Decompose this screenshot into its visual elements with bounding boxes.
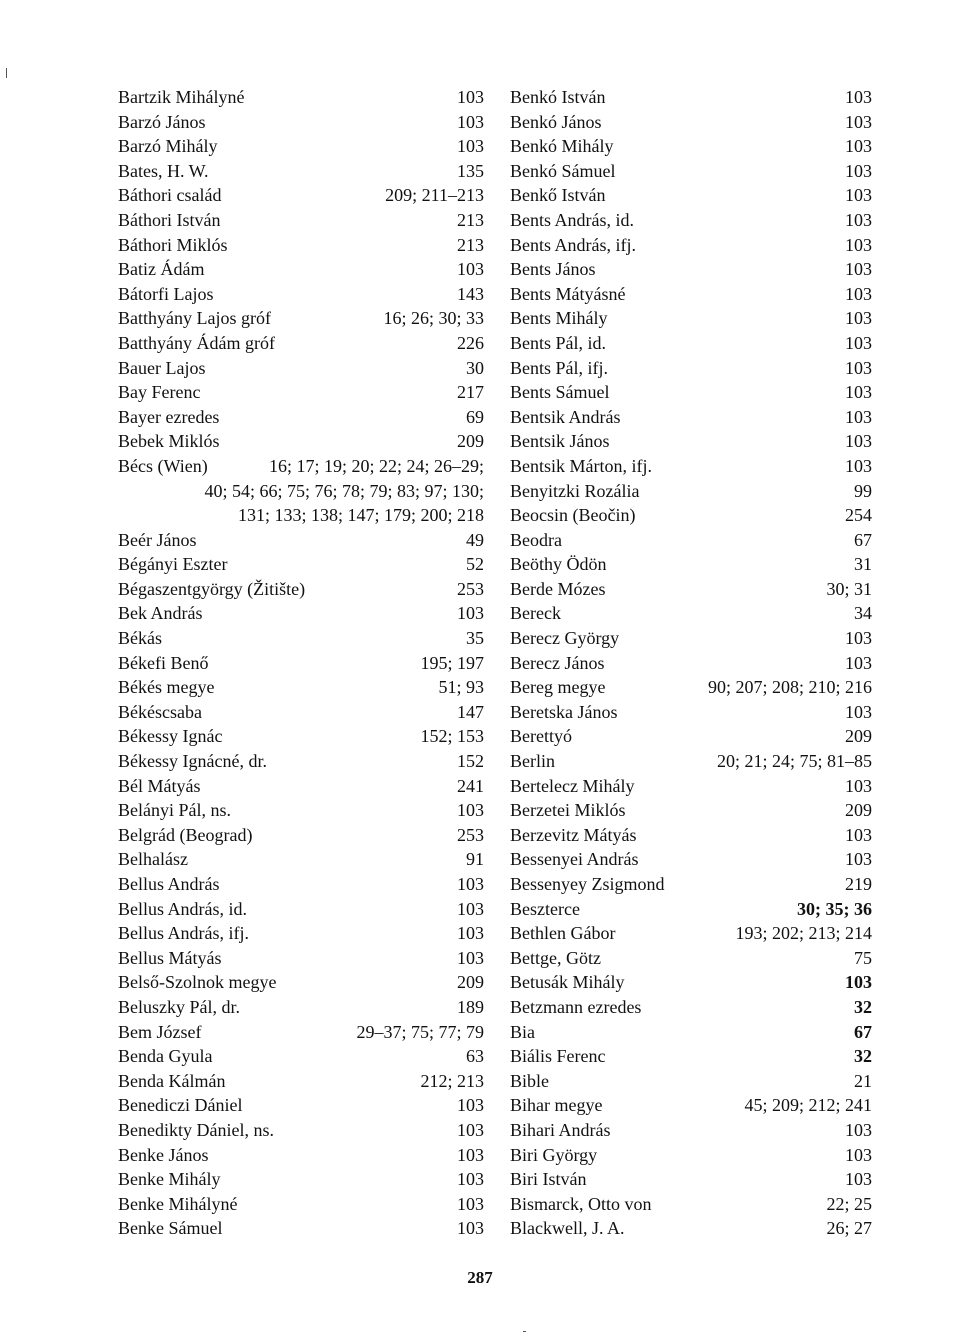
entry-name: Benkő István <box>510 185 606 206</box>
index-entry <box>118 1143 484 1168</box>
index-entry <box>118 872 484 897</box>
entry-name: Bismarck, Otto von <box>510 1193 652 1214</box>
index-entry <box>118 528 484 553</box>
entry-pages: 103 <box>845 382 872 403</box>
index-entry <box>118 1118 484 1143</box>
entry-name: Bents Sámuel <box>510 382 610 403</box>
entry-name: Báthori István <box>118 209 221 230</box>
entry-pages: 103 <box>457 259 484 280</box>
index-entry <box>118 356 484 381</box>
index-entry <box>510 306 872 331</box>
entry-name: Békéscsaba <box>118 701 202 722</box>
entry-pages: 103 <box>845 628 872 649</box>
entry-pages: 26; 27 <box>826 1218 872 1239</box>
scan-mark <box>6 68 7 78</box>
index-entry <box>118 823 484 848</box>
index-entry <box>118 454 484 479</box>
index-entry <box>510 1192 872 1217</box>
entry-pages: 103 <box>845 234 872 255</box>
entry-name: Berlin <box>510 751 555 772</box>
entry-pages: 103 <box>457 1193 484 1214</box>
entry-pages: 103 <box>457 136 484 157</box>
entry-name: Benke Sámuel <box>118 1218 223 1239</box>
entry-name: Bellus András <box>118 874 220 894</box>
entry-pages: 32 <box>854 996 872 1017</box>
index-entry <box>510 1020 872 1045</box>
entry-pages: 209 <box>457 972 484 993</box>
entry-name: Bentsik János <box>510 431 610 452</box>
index-entry <box>510 1167 872 1192</box>
entry-pages: 152 <box>457 751 484 772</box>
entry-name: Benedikty Dániel, ns. <box>118 1119 274 1140</box>
entry-pages: 209; 211–213 <box>385 185 484 206</box>
index-entry <box>118 1069 484 1094</box>
index-entry <box>118 626 484 651</box>
entry-pages: 103 <box>845 209 872 230</box>
index-entry <box>118 601 484 626</box>
index-entry <box>510 921 872 946</box>
entry-pages: 52 <box>466 554 484 575</box>
entry-name: Bates, H. W. <box>118 160 209 181</box>
entry-name: Belgrád (Beograd) <box>118 824 253 845</box>
entry-pages: 131; 133; 138; 147; 179; 200; 218 <box>237 505 484 526</box>
index-entry <box>510 183 872 208</box>
index-entry <box>510 1216 872 1241</box>
entry-pages: 103 <box>845 431 872 452</box>
entry-name: Bellus András, id. <box>118 898 247 919</box>
entry-pages: 241 <box>457 775 484 796</box>
entry-pages: 152; 153 <box>420 726 484 747</box>
entry-pages: 103 <box>457 874 484 894</box>
entry-name: Benda Kálmán <box>118 1070 226 1091</box>
entry-name: Bents Mátyásné <box>510 283 626 304</box>
index-entry <box>510 774 872 799</box>
entry-name: Benke János <box>118 1144 209 1165</box>
entry-pages: 67 <box>854 529 872 550</box>
index-entry <box>510 577 872 602</box>
entry-pages: 16; 17; 19; 20; 22; 24; 26–29; <box>268 455 484 476</box>
index-entry <box>118 429 484 454</box>
entry-name: Bents János <box>510 259 596 280</box>
entry-pages: 253 <box>457 578 484 599</box>
entry-name: Bayer ezredes <box>118 406 220 427</box>
entry-name: Bek András <box>118 603 203 624</box>
entry-name: Bents Mihály <box>510 308 608 329</box>
entry-pages: 103 <box>845 1144 872 1165</box>
entry-pages: 90; 207; 208; 210; 216 <box>707 677 872 698</box>
entry-pages: 103 <box>457 1144 484 1165</box>
entry-pages: 30; 35; 36 <box>797 898 872 919</box>
entry-pages: 67 <box>854 1021 872 1042</box>
index-entry <box>510 601 872 626</box>
entry-pages: 69 <box>466 406 484 427</box>
entry-pages: 40; 54; 66; 75; 76; 78; 79; 83; 97; 130; <box>204 480 484 501</box>
entry-pages: 103 <box>845 111 872 132</box>
index-entry <box>510 159 872 184</box>
entry-name: Bereck <box>510 603 561 624</box>
entry-pages: 63 <box>466 1046 484 1067</box>
index-entry <box>118 85 484 110</box>
index-entry <box>118 946 484 971</box>
entry-pages: 103 <box>457 923 484 944</box>
entry-pages: 21 <box>854 1070 872 1091</box>
index-entry <box>510 651 872 676</box>
index-entry <box>510 970 872 995</box>
entry-pages: 20; 21; 24; 75; 81–85 <box>716 751 872 772</box>
entry-name: Benyitzki Rozália <box>510 480 640 501</box>
entry-pages: 147 <box>457 701 484 722</box>
entry-pages: 212; 213 <box>420 1070 484 1091</box>
index-entry <box>118 724 484 749</box>
index-entry <box>118 110 484 135</box>
entry-name: Bereg megye <box>510 677 606 698</box>
entry-name: Beluszky Pál, dr. <box>118 996 240 1017</box>
entry-name: Bátorfi Lajos <box>118 283 214 304</box>
index-entry <box>510 823 872 848</box>
index-entry <box>118 700 484 725</box>
index-entry <box>510 675 872 700</box>
index-entry <box>118 503 484 528</box>
index-entry <box>118 921 484 946</box>
index-entry <box>118 675 484 700</box>
entry-pages: 99 <box>854 480 872 501</box>
entry-pages: 91 <box>466 849 484 870</box>
index-entry <box>510 454 872 479</box>
index-entry <box>510 749 872 774</box>
entry-pages: 103 <box>845 701 872 722</box>
entry-pages: 213 <box>457 209 484 230</box>
index-entry <box>118 405 484 430</box>
index-entry <box>118 208 484 233</box>
entry-name: Berzevitz Mátyás <box>510 824 637 845</box>
index-entry <box>510 208 872 233</box>
entry-name: Bentsik Márton, ifj. <box>510 455 652 476</box>
entry-pages: 103 <box>457 87 484 107</box>
index-entry <box>510 233 872 258</box>
entry-pages: 103 <box>457 800 484 821</box>
index-entry <box>118 282 484 307</box>
entry-pages: 103 <box>457 947 484 968</box>
entry-pages: 135 <box>457 160 484 181</box>
entry-name: Báthori család <box>118 185 222 206</box>
entry-name: Berzetei Miklós <box>510 800 626 821</box>
entry-pages: 103 <box>845 283 872 304</box>
entry-name: Bem József <box>118 1021 202 1042</box>
index-entry <box>118 1216 484 1241</box>
entry-pages: 103 <box>845 455 872 476</box>
index-entry <box>118 651 484 676</box>
entry-name: Beszterce <box>510 898 580 919</box>
index-entry <box>510 552 872 577</box>
entry-name: Békessy Ignác <box>118 726 223 747</box>
entry-name: Bellus András, ifj. <box>118 923 249 944</box>
entry-pages: 32 <box>854 1046 872 1067</box>
entry-name: Bents András, id. <box>510 209 634 230</box>
entry-name: Bél Mátyás <box>118 775 201 796</box>
entry-pages: 75 <box>854 947 872 968</box>
index-entry <box>510 380 872 405</box>
index-entry <box>510 872 872 897</box>
entry-pages: 49 <box>466 529 484 550</box>
entry-name: Berecz György <box>510 628 620 649</box>
entry-name: Berecz János <box>510 652 605 673</box>
index-entry <box>510 503 872 528</box>
entry-pages: 209 <box>845 800 872 821</box>
entry-name: Bia <box>510 1021 535 1042</box>
index-entry <box>510 134 872 159</box>
entry-pages: 103 <box>845 185 872 206</box>
index-entry <box>118 479 484 504</box>
entry-pages: 103 <box>845 824 872 845</box>
entry-pages: 103 <box>845 136 872 157</box>
entry-pages: 103 <box>845 160 872 181</box>
entry-pages: 193; 202; 213; 214 <box>735 923 872 944</box>
entry-name: Belhalász <box>118 849 188 870</box>
index-entry <box>118 233 484 258</box>
index-entry <box>510 479 872 504</box>
entry-name: Bécs (Wien) <box>118 455 208 476</box>
index-entry <box>118 995 484 1020</box>
entry-name: Bégányi Eszter <box>118 554 228 575</box>
entry-pages: 103 <box>457 111 484 132</box>
index-entry <box>510 1093 872 1118</box>
entry-name: Batthyány Ádám gróf <box>118 332 275 353</box>
index-entry <box>510 528 872 553</box>
entry-pages: 219 <box>845 874 872 894</box>
entry-name: Beöthy Ödön <box>510 554 607 575</box>
entry-name: Barzó Mihály <box>118 136 218 157</box>
entry-pages: 22; 25 <box>826 1193 872 1214</box>
entry-name: Biri István <box>510 1169 587 1190</box>
entry-name: Berettyó <box>510 726 572 747</box>
entry-pages: 209 <box>457 431 484 452</box>
index-entry <box>510 626 872 651</box>
index-column-left <box>118 85 484 1241</box>
entry-pages: 30 <box>466 357 484 378</box>
entry-name: Békefi Benő <box>118 652 209 673</box>
entry-name: Belső-Szolnok megye <box>118 972 277 993</box>
entry-pages: 103 <box>845 406 872 427</box>
index-entry <box>118 257 484 282</box>
index-entry <box>510 897 872 922</box>
entry-name: Batthyány Lajos gróf <box>118 308 271 329</box>
entry-pages: 103 <box>457 1095 484 1116</box>
entry-name: Biri György <box>510 1144 598 1165</box>
entry-name: Bégaszentgyörgy (Žitište) <box>118 578 306 599</box>
entry-pages: 195; 197 <box>420 652 484 673</box>
entry-name: Benediczi Dániel <box>118 1095 243 1116</box>
entry-name: Batiz Ádám <box>118 259 205 280</box>
index-entry <box>510 257 872 282</box>
entry-name: Bents Pál, id. <box>510 332 607 353</box>
entry-pages: 103 <box>845 308 872 329</box>
entry-name: Bessenyey Zsigmond <box>510 874 665 894</box>
entry-name: Bible <box>510 1070 549 1091</box>
index-entry <box>510 1069 872 1094</box>
index-entry <box>510 1118 872 1143</box>
index-entry <box>510 700 872 725</box>
index-entry <box>118 798 484 823</box>
entry-name: Báthori Miklós <box>118 234 228 255</box>
entry-pages: 103 <box>457 898 484 919</box>
entry-pages: 31 <box>854 554 872 575</box>
entry-name: Bellus Mátyás <box>118 947 222 968</box>
entry-pages: 143 <box>457 283 484 304</box>
index-entry <box>118 306 484 331</box>
entry-pages: 103 <box>845 972 872 993</box>
entry-pages: 103 <box>845 775 872 796</box>
entry-name: Bethlen Gábor <box>510 923 616 944</box>
entry-pages: 103 <box>845 357 872 378</box>
index-entry <box>510 429 872 454</box>
entry-pages: 30; 31 <box>826 578 872 599</box>
index-entry <box>510 1044 872 1069</box>
entry-pages: 103 <box>845 652 872 673</box>
index-entry <box>118 774 484 799</box>
index-entry <box>118 577 484 602</box>
entry-name: Berde Mózes <box>510 578 606 599</box>
entry-pages: 217 <box>457 382 484 403</box>
page-number: 287 <box>467 1268 493 1287</box>
entry-pages: 35 <box>466 628 484 649</box>
entry-name: Bartzik Mihályné <box>118 87 245 107</box>
entry-pages: 213 <box>457 234 484 255</box>
index-entry <box>510 724 872 749</box>
index-entry <box>118 970 484 995</box>
index-entry <box>118 1167 484 1192</box>
index-entry <box>510 356 872 381</box>
entry-pages: 209 <box>845 726 872 747</box>
entry-pages: 103 <box>845 332 872 353</box>
index-entry <box>118 183 484 208</box>
index-entry <box>118 897 484 922</box>
index-entry <box>510 798 872 823</box>
index-entry <box>510 85 872 110</box>
entry-name: Bihari András <box>510 1119 611 1140</box>
index-entry <box>510 847 872 872</box>
entry-name: Benke Mihály <box>118 1169 221 1190</box>
entry-name: Barzó János <box>118 111 206 132</box>
entry-pages: 103 <box>457 1169 484 1190</box>
entry-name: Bents András, ifj. <box>510 234 636 255</box>
entry-pages: 51; 93 <box>438 677 484 698</box>
scan-mark <box>523 1331 526 1332</box>
index-entry <box>510 282 872 307</box>
entry-pages: 103 <box>845 1169 872 1190</box>
entry-name: Benkó János <box>510 111 602 132</box>
entry-name: Belányi Pál, ns. <box>118 800 231 821</box>
index-entry <box>510 405 872 430</box>
entry-name: Békessy Ignácné, dr. <box>118 751 267 772</box>
entry-name: Bihar megye <box>510 1095 603 1116</box>
index-entry <box>510 946 872 971</box>
entry-name: Blackwell, J. A. <box>510 1218 625 1239</box>
index-entry <box>118 1192 484 1217</box>
entry-pages: 103 <box>845 1119 872 1140</box>
index-entry <box>118 552 484 577</box>
entry-name: Bauer Lajos <box>118 357 206 378</box>
entry-name: Betusák Mihály <box>510 972 625 993</box>
entry-name: Bebek Miklós <box>118 431 220 452</box>
entry-name: Bertelecz Mihály <box>510 775 635 796</box>
entry-pages: 29–37; 75; 77; 79 <box>356 1021 484 1042</box>
entry-name: Benkó István <box>510 87 606 107</box>
index-entry <box>510 1143 872 1168</box>
entry-pages: 45; 209; 212; 241 <box>744 1095 872 1116</box>
entry-name: Betzmann ezredes <box>510 996 642 1017</box>
entry-name: Bettge, Götz <box>510 947 601 968</box>
index-entry <box>118 134 484 159</box>
index-entry <box>118 1044 484 1069</box>
entry-name: Benda Gyula <box>118 1046 213 1067</box>
entry-pages: 103 <box>457 1119 484 1140</box>
entry-name: Bessenyei András <box>510 849 639 870</box>
entry-name: Bay Ferenc <box>118 382 201 403</box>
index-entry <box>118 749 484 774</box>
entry-name: Biális Ferenc <box>510 1046 606 1067</box>
entry-pages: 103 <box>457 1218 484 1239</box>
entry-name: Beretska János <box>510 701 618 722</box>
entry-name: Beodra <box>510 529 562 550</box>
entry-name: Békás <box>118 628 162 649</box>
index-column-right <box>510 85 872 1241</box>
entry-name: Benkó Mihály <box>510 136 614 157</box>
entry-pages: 226 <box>457 332 484 353</box>
entry-pages: 103 <box>845 259 872 280</box>
index-entry <box>118 331 484 356</box>
entry-name: Benkó Sámuel <box>510 160 616 181</box>
index-entry <box>118 159 484 184</box>
index-entry <box>510 110 872 135</box>
index-entry <box>118 847 484 872</box>
entry-name: Beocsin (Beočin) <box>510 505 636 526</box>
entry-name: Bents Pál, ifj. <box>510 357 608 378</box>
entry-pages: 103 <box>457 603 484 624</box>
entry-pages: 253 <box>457 824 484 845</box>
entry-pages: 103 <box>845 87 872 107</box>
entry-pages: 34 <box>854 603 872 624</box>
entry-pages: 189 <box>457 996 484 1017</box>
entry-pages: 16; 26; 30; 33 <box>383 308 484 329</box>
entry-name: Benke Mihályné <box>118 1193 238 1214</box>
index-entry <box>510 331 872 356</box>
index-entry <box>118 380 484 405</box>
entry-name: Beér János <box>118 529 197 550</box>
entry-name: Bentsik András <box>510 406 621 427</box>
index-entry <box>118 1093 484 1118</box>
entry-name: Békés megye <box>118 677 215 698</box>
index-entry <box>510 995 872 1020</box>
index-entry <box>118 1020 484 1045</box>
entry-pages: 103 <box>845 849 872 870</box>
entry-pages: 254 <box>845 505 872 526</box>
